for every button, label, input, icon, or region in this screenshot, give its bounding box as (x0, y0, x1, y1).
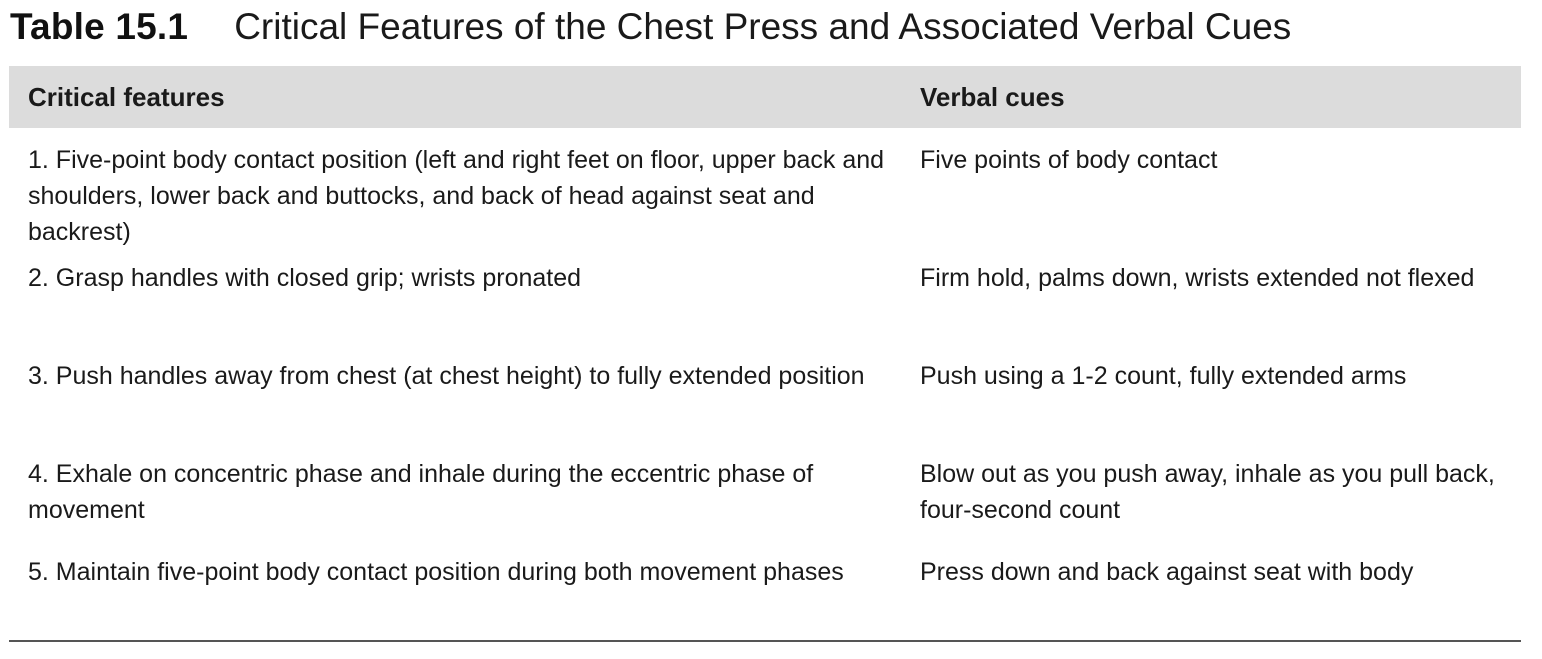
feature-cell: 2. Grasp handles with closed grip; wrists pronated (28, 264, 582, 292)
header-verbal-cues: Verbal cues (920, 82, 1065, 112)
table-row (9, 554, 1521, 628)
feature-cell: 1. Five-point body contact position (left and right feet on floor, upper back and shoulders, lower back and buttocks, and back of head against seat and backrest) (28, 146, 885, 246)
table-row (9, 142, 1521, 254)
cue-cell: Blow out as you push away, inhale as you pull back, four-second count (920, 460, 1495, 524)
cue-cell: Press down and back against seat with body (920, 558, 1414, 586)
table-row (9, 456, 1521, 548)
table-title: Critical Features of the Chest Press and Associated Verbal Cues (234, 6, 1292, 47)
table-bottom-rule (9, 640, 1521, 642)
cue-cell: Push using a 1-2 count, fully extended arms (920, 362, 1407, 390)
feature-cell: 4. Exhale on concentric phase and inhale during the eccentric phase of movement (28, 460, 814, 524)
features-table (9, 66, 1521, 628)
cue-cell: Firm hold, palms down, wrists extended not flexed (920, 264, 1475, 292)
table-row (9, 358, 1521, 450)
table-header-row (9, 66, 1521, 128)
header-critical-features: Critical features (28, 82, 225, 112)
table-row (9, 260, 1521, 352)
feature-cell: 5. Maintain five-point body contact position during both movement phases (28, 558, 844, 586)
feature-cell: 3. Push handles away from chest (at chest height) to fully extended position (28, 362, 865, 390)
table-number: Table 15.1 (10, 6, 189, 47)
table-body (9, 142, 1521, 628)
table-caption (10, 6, 1291, 56)
cue-cell: Five points of body contact (920, 146, 1218, 174)
